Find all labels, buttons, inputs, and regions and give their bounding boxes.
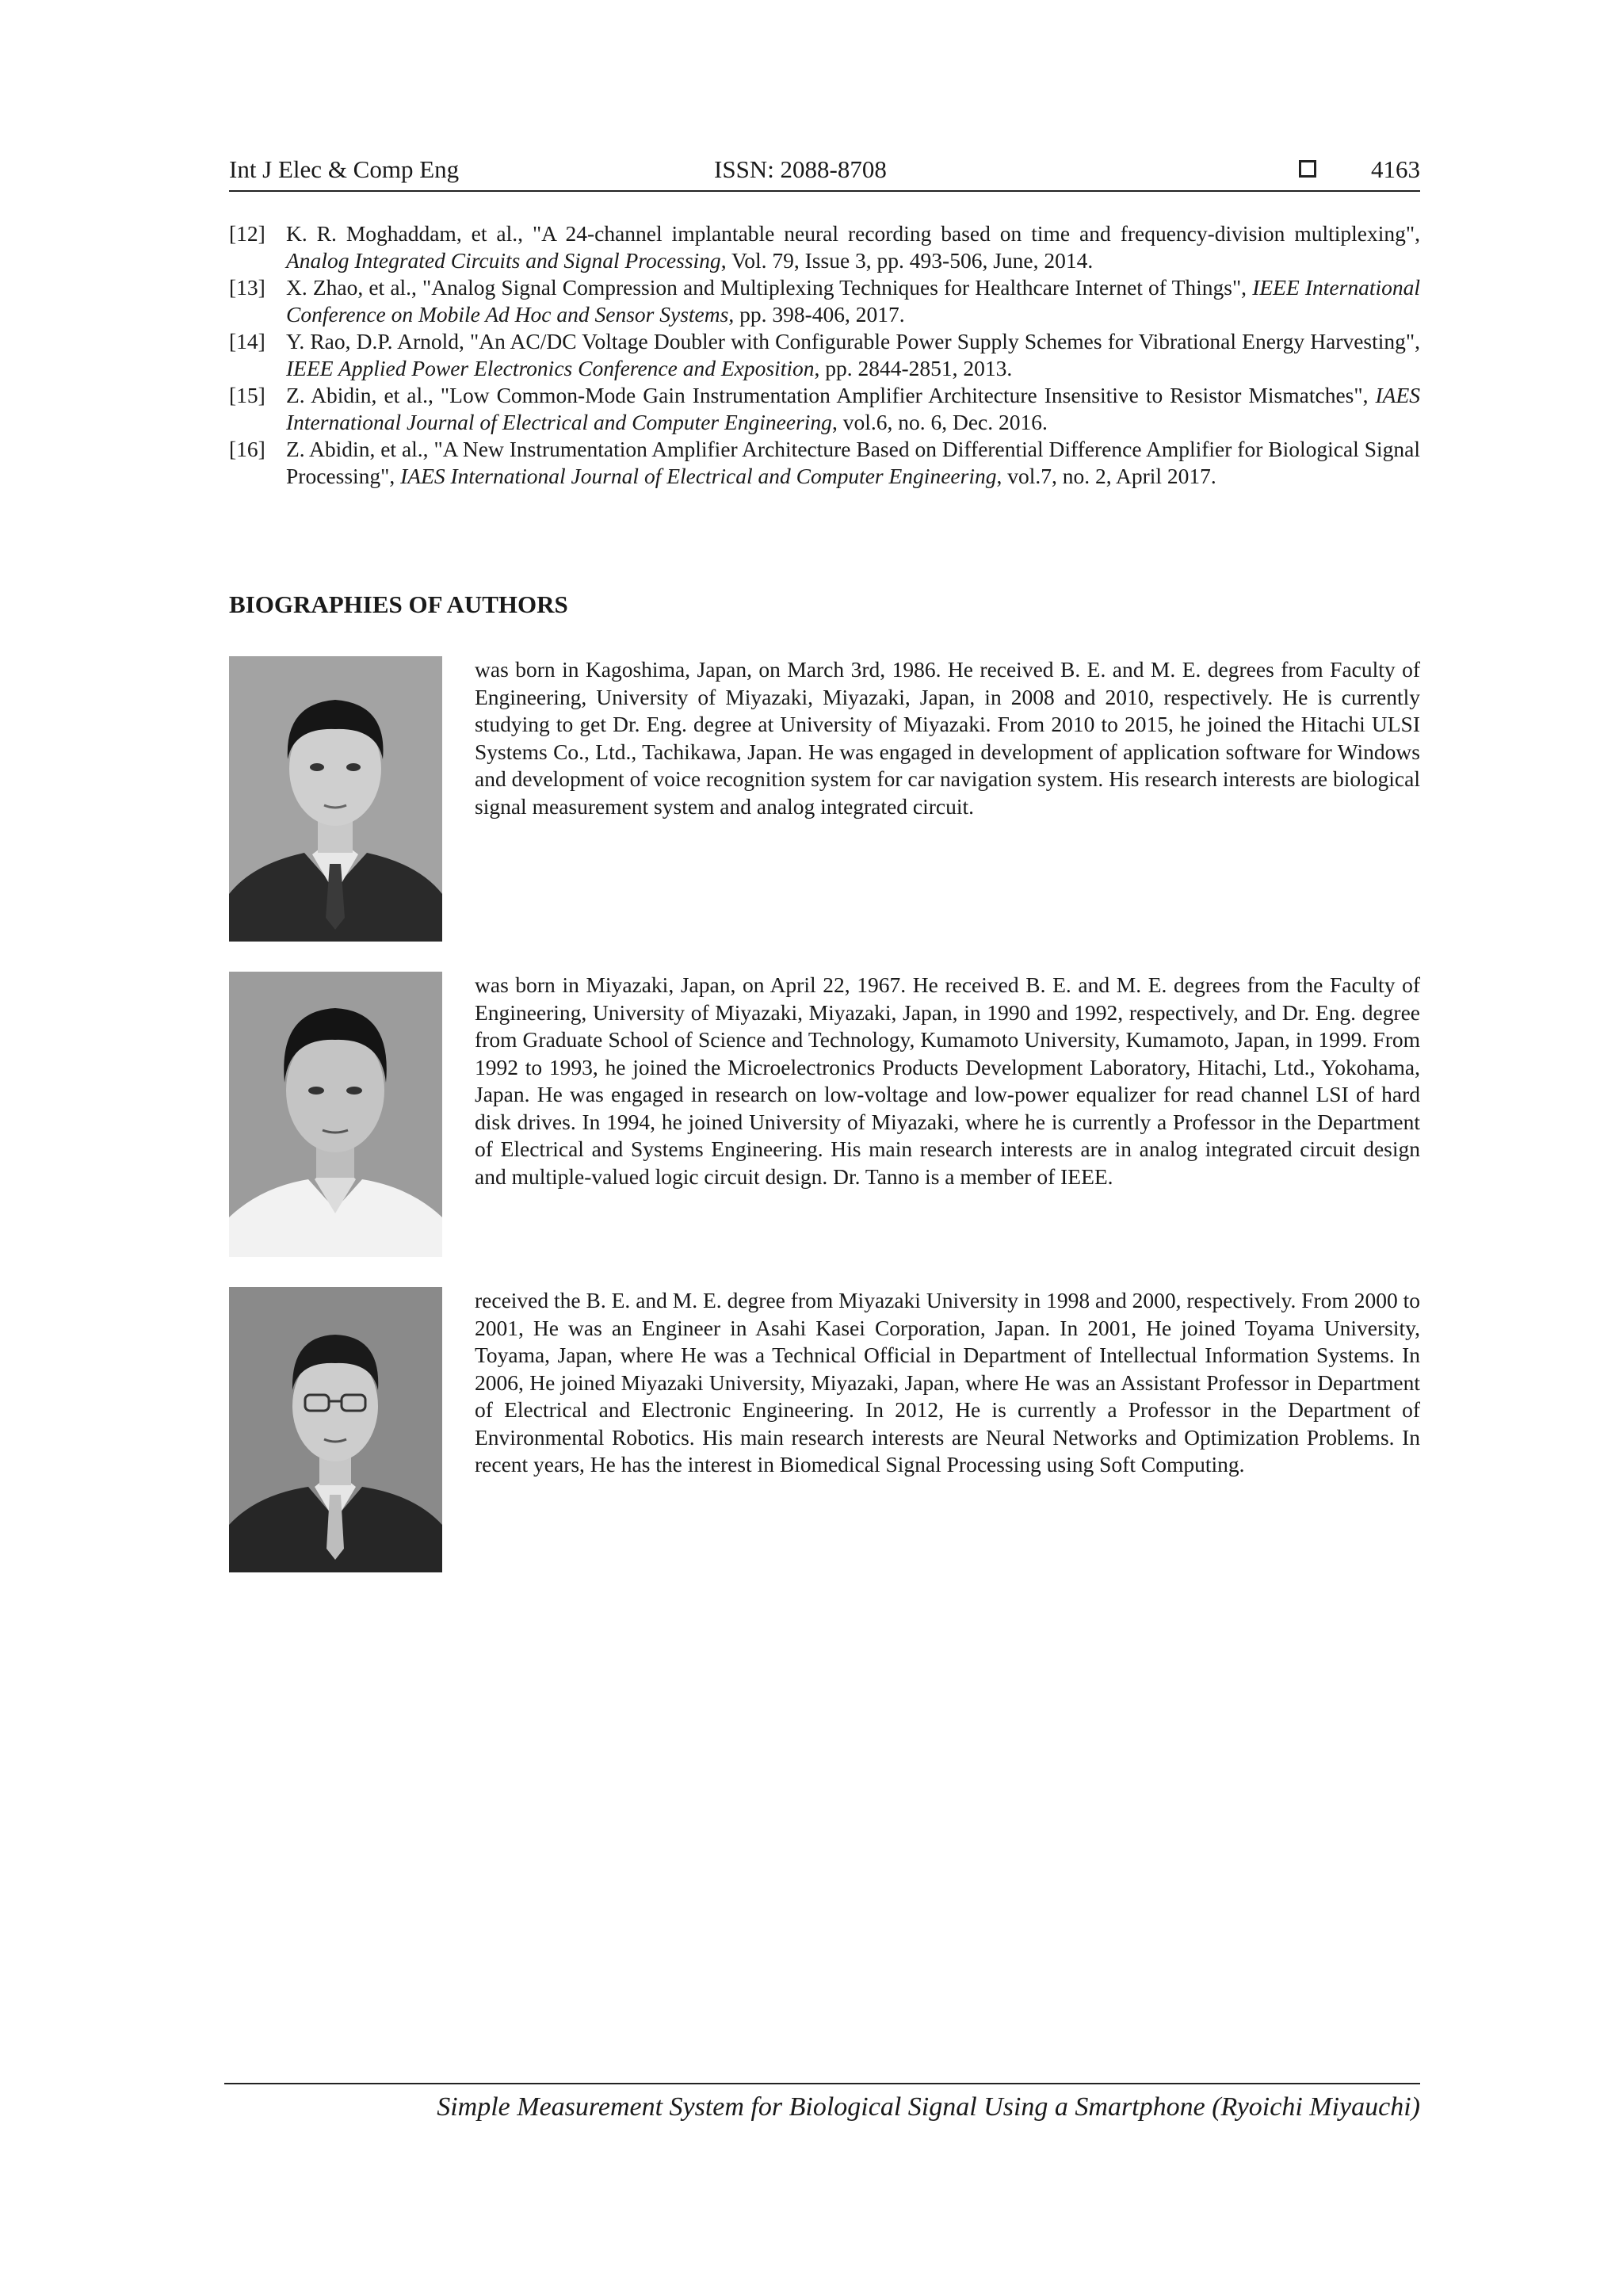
reference-text: Z. Abidin, et al., "A New Instrumentation Amplifier Architecture Based on Differential Difference Amplifier for Biological Signal Processing", IAES International Journal of Electrical and Computer Engineering, vol.7, no. 2, April 2017. bbox=[286, 437, 1420, 488]
issn: ISSN: 2088-8708 bbox=[714, 155, 887, 183]
reference-number: [15] bbox=[229, 383, 265, 407]
reference-number: [13] bbox=[229, 275, 265, 300]
reference-item bbox=[229, 220, 1420, 274]
reference-item bbox=[229, 328, 1420, 382]
reference-item bbox=[229, 382, 1420, 436]
reference-text: X. Zhao, et al., "Analog Signal Compression and Multiplexing Techniques for Healthcare Internet of Things", IEEE International Conference on Mobile Ad Hoc and Sensor Systems, pp. 398-406, 2017. bbox=[286, 275, 1420, 327]
running-title: Simple Measurement System for Biological Signal Using a Smartphone (Ryoichi Miyauchi) bbox=[437, 2092, 1420, 2122]
biography-text: received the B. E. and M. E. degree from Miyazaki University in 1998 and 2000, respectively. From 2000 to 2001, He was an Engineer in Asahi Kasei Corporation, Japan. In 2001, He joined Toyama University, Toyama, Japan, where He was a Technical Official in Department of Intellectual Information Systems. In 2006, He joined Miyazaki University, Miyazaki, Japan, where He was an Assistant Professor in Department of Electrical and Electronic Engineering. In 2012, He is currently a Professor in the Department of Environmental Robotics. His main research interests are Neural Networks and Optimization Problems. In recent years, He has the interest in Biomedical Signal Processing using Soft Computing. bbox=[475, 1288, 1420, 1477]
reference-number: [14] bbox=[229, 329, 265, 353]
page-header bbox=[229, 152, 1420, 192]
biography-text: was born in Miyazaki, Japan, on April 22, 1967. He received B. E. and M. E. degrees from the Faculty of Engineering, University of Miyazaki, Miyazaki, Japan, in 1990 and 1992, respectively, and Dr. Eng. degree from Graduate School of Science and Technology, Kumamoto University, Kumamoto, Japan, in 1999. From 1992 to 1993, he joined the Microelectronics Products Development Laboratory, Hitachi, Ltd., Yokohama, Japan. He was engaged in research on low-voltage and low-power equalizer for read channel LSI of hard disk drives. In 1994, he joined University of Miyazaki, where he is currently a Professor in the Department of Electrical and Systems Engineering. His main research interests are in analog integrated circuit design and multiple-valued logic circuit design. Dr. Tanno is a member of IEEE. bbox=[475, 972, 1420, 1189]
biographies-heading: BIOGRAPHIES OF AUTHORS bbox=[229, 590, 568, 618]
reference-text: Z. Abidin, et al., "Low Common-Mode Gain Instrumentation Amplifier Architecture Insensitive to Resistor Mismatches", IAES International Journal of Electrical and Computer Engineering, vol.6, no. 6, Dec. 2016. bbox=[286, 383, 1420, 434]
reference-venue: IAES International Journal of Electrical and Computer Engineering bbox=[400, 464, 997, 488]
reference-text: K. R. Moghaddam, et al., "A 24-channel implantable neural recording based on time and frequency-division multiplexing", Analog Integrated Circuits and Signal Processing, Vol. 79, Issue 3, pp. 493-506, June, 2014. bbox=[286, 221, 1420, 273]
reference-venue: IEEE International Conference on Mobile Ad Hoc and Sensor Systems bbox=[286, 275, 1420, 327]
reference-item bbox=[229, 274, 1420, 328]
author-photo bbox=[229, 972, 442, 1257]
biography-text: was born in Kagoshima, Japan, on March 3rd, 1986. He received B. E. and M. E. degrees from Faculty of Engineering, University of Miyazaki, Miyazaki, Japan, in 2008 and 2010, respectively. He is currently studying to get Dr. Eng. degree at University of Miyazaki. From 2010 to 2015, he joined the Hitachi ULSI Systems Co., Ltd., Tachikawa, Japan. He was engaged in development of application software for Windows and development of voice recognition system for car navigation system. His research interests are biological signal measurement system and analog integrated circuit. bbox=[475, 657, 1420, 819]
reference-number: [16] bbox=[229, 437, 265, 461]
reference-list bbox=[229, 220, 1420, 490]
author-photo bbox=[229, 656, 442, 942]
reference-venue: IEEE Applied Power Electronics Conference and Exposition bbox=[286, 356, 815, 380]
reference-text: Y. Rao, D.P. Arnold, "An AC/DC Voltage Doubler with Configurable Power Supply Schemes for Vibrational Energy Harvesting", IEEE Applied Power Electronics Conference and Exposition, pp. 2844-2851, 2013. bbox=[286, 329, 1420, 380]
journal-name: Int J Elec & Comp Eng bbox=[229, 155, 460, 183]
reference-item bbox=[229, 436, 1420, 490]
page-footer bbox=[224, 2083, 1420, 2132]
checkbox-square-icon bbox=[1299, 160, 1316, 178]
reference-venue: IAES International Journal of Electrical and Computer Engineering bbox=[286, 383, 1420, 434]
page-number: 4163 bbox=[1371, 155, 1420, 183]
reference-number: [12] bbox=[229, 221, 265, 246]
author-photo bbox=[229, 1287, 442, 1572]
reference-venue: Analog Integrated Circuits and Signal Processing bbox=[286, 248, 721, 273]
